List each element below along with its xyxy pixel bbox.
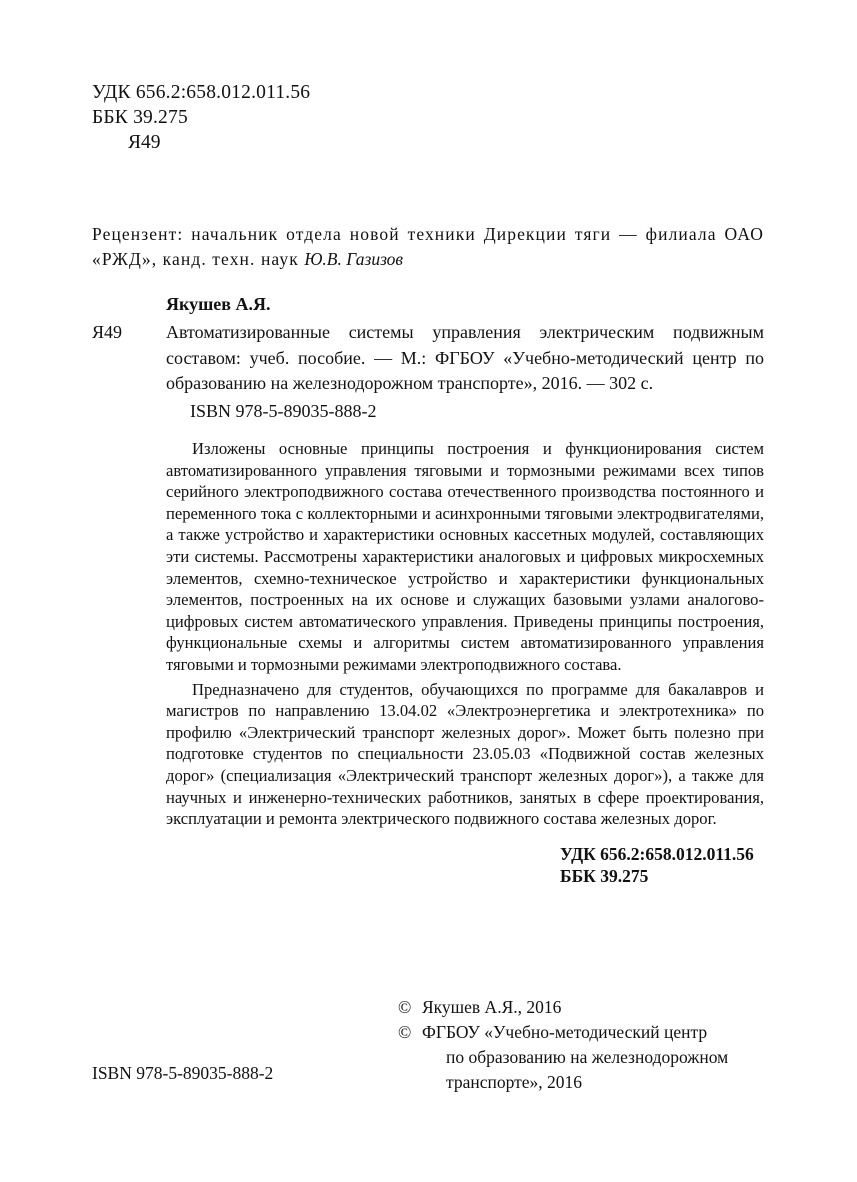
reviewer-text: начальник отдела новой техники Дирекции тяги — филиала ОАО «РЖД», канд. техн. наук (92, 224, 764, 269)
annotation-block (166, 438, 764, 830)
annotation-paragraph-2: Предназначено для студентов, обучающихся по программе для бакалавров и магистров по направлению 13.04.02 «Электроэнергетика и электротехника» по профилю «Электрический транспорт железных дорог». Может быть полезно при подготовке студентов по специальности 23.05.03 «Подвижной состав железных дорог» (специализация «Электрический транспорт железных дорог»), а также для научных и инженерно-технических работников, занятых в сфере проектирования, эксплуатации и ремонта электрического подвижного состава железных дорог. (166, 679, 764, 829)
udk-bottom: УДК 656.2:658.012.011.56 (560, 844, 754, 864)
isbn-bottom: ISBN 978-5-89035-888-2 (92, 1063, 274, 1083)
card-description: Автоматизированные системы управления электрическим подвижным составом: учеб. пособие. — М.: ФГБОУ «Учебно-методический центр по образованию на железнодорожном транспорте», 2016. — 302 с. (166, 322, 764, 393)
reviewer-label: Рецензент: (92, 224, 184, 244)
copyright-author: Якушев А.Я., 2016 (422, 997, 562, 1017)
copyright-publisher-line3: транспорте», 2016 (446, 1072, 583, 1092)
classification-top (92, 80, 310, 155)
annotation-paragraph-1: Изложены основные принципы построения и функционирования систем автоматизированного управления тяговыми и тормозными режимами всех типов серийного электроподвижного состава отечественного производства постоянного и переменного тока с коллекторными и асинхронными тяговыми электродвигателями, а также устройство и характеристики основных кассетных модулей, составляющих эти системы. Рассмотрены характеристики аналоговых и цифровых микросхемных элементов, схемно-техническое устройство и характеристики функциональных элементов, построенных на их основе и служащих базовыми узлами аналогово-цифровых систем автоматического управления. Приведены принципы построения, функциональные схемы и алгоритмы систем автоматизированного управления тяговыми и тормозными режимами электроподвижного состава. (166, 439, 764, 674)
reviewer-block (92, 222, 764, 272)
udk-top: УДК 656.2:658.012.011.56 (92, 82, 311, 103)
copyright-publisher-line2: по образованию на железнодорожном (446, 1047, 729, 1067)
bbk-bottom: ББК 39.275 (560, 866, 649, 886)
copyright-row-publisher (398, 1020, 764, 1095)
copyright-publisher: ФГБОУ «Учебно-методический центр (422, 1022, 708, 1042)
reviewer-name: Ю.В. Газизов (304, 249, 404, 269)
copyright-row-author (398, 995, 764, 1020)
copyright-mark-1: © (398, 997, 412, 1017)
copyright-block (398, 995, 764, 1095)
card-block (166, 320, 764, 424)
card-author: Якушев А.Я. (166, 294, 271, 314)
copyright-mark-2: © (398, 1022, 412, 1042)
bbk-top: ББК 39.275 (92, 107, 188, 128)
shelf-code-top: Я49 (128, 132, 161, 153)
classification-bottom (560, 843, 754, 887)
card-isbn: ISBN 978-5-89035-888-2 (190, 400, 377, 421)
card-shelf-code: Я49 (92, 322, 123, 342)
